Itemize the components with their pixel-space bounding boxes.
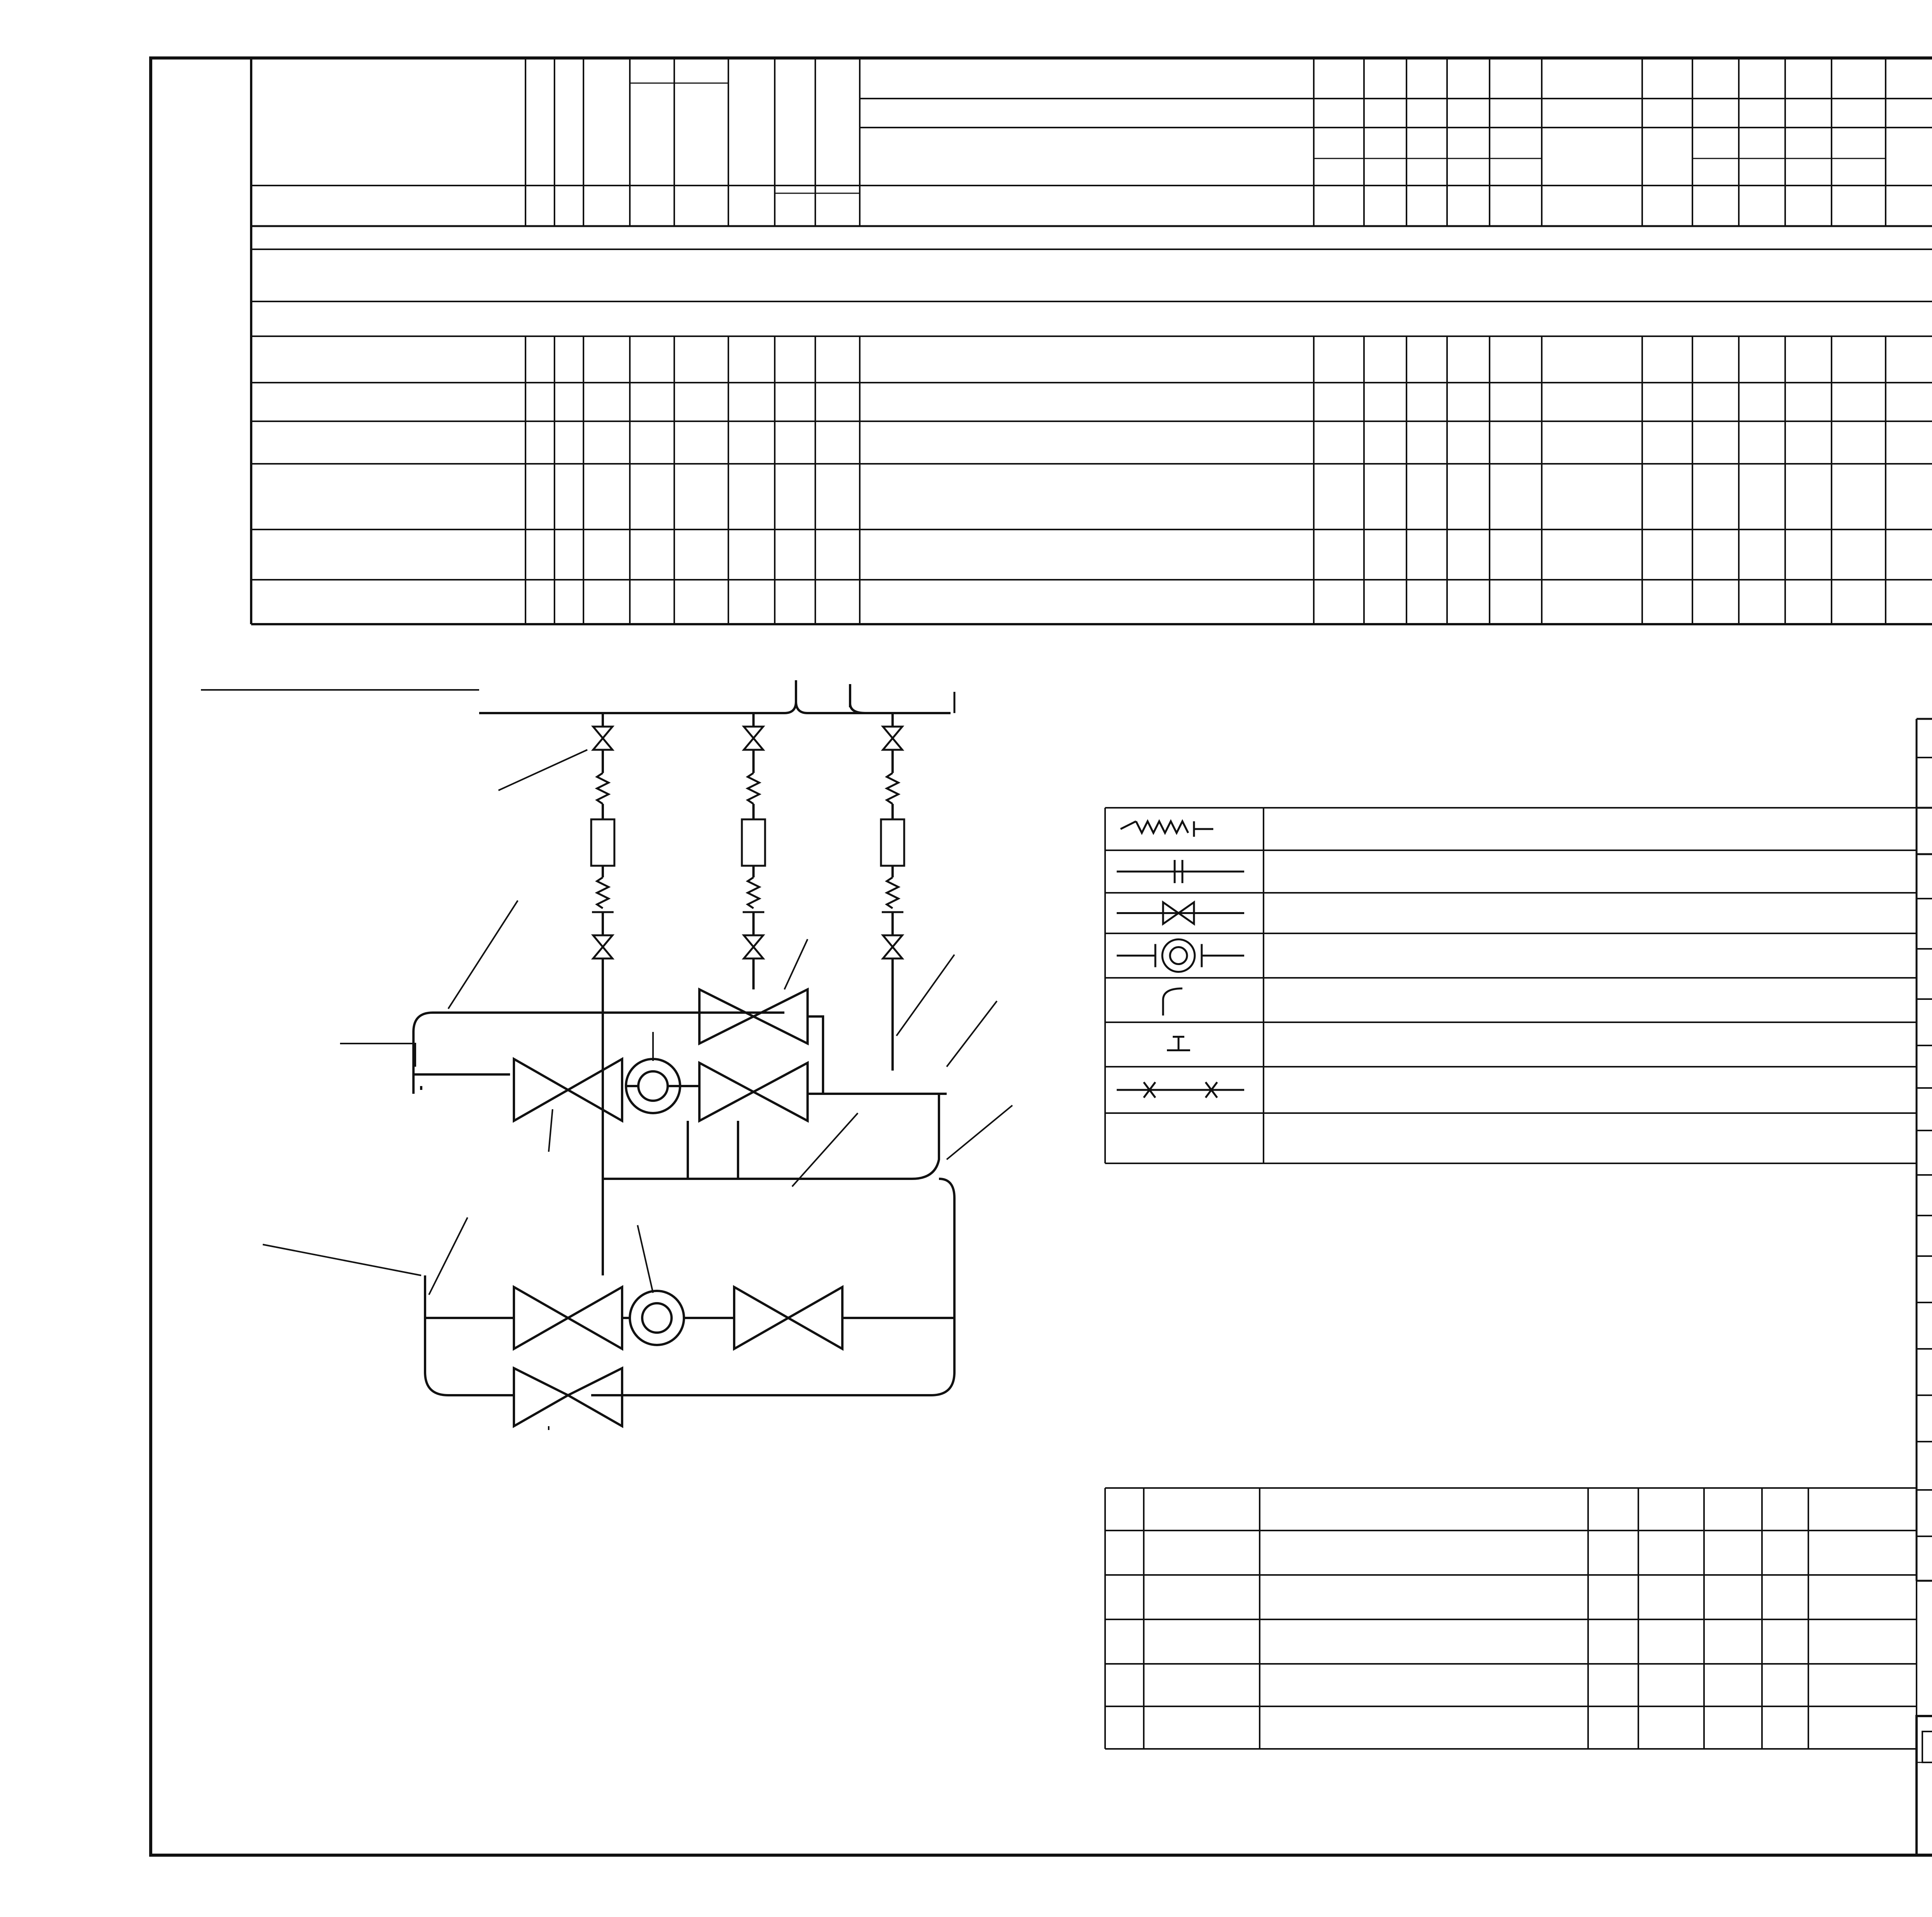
hose-icon (597, 773, 609, 804)
hose-symbol (1121, 821, 1136, 829)
branch-valve-icon (593, 727, 612, 750)
valve-13-right (753, 989, 808, 1044)
stamp-logo-box (1922, 1731, 1932, 1762)
right-bypass (808, 1016, 823, 1094)
valve-8-left (699, 1063, 753, 1121)
meter-symbol (1162, 940, 1195, 972)
flex-coupling (591, 819, 614, 866)
branch-valve-icon (744, 727, 763, 750)
return-pipe-right (850, 703, 866, 713)
valve-13-left (699, 989, 753, 1044)
valve-12-left (514, 1368, 568, 1426)
hose-symbol (1136, 821, 1188, 833)
lower-right (591, 1179, 954, 1395)
leader (429, 1217, 468, 1295)
leader (947, 1105, 1012, 1159)
leader (263, 1245, 421, 1275)
hose-icon (597, 877, 609, 908)
water-meter-11-inner (642, 1303, 672, 1333)
flex-coupling (742, 819, 765, 866)
return-pipe-left (479, 680, 796, 713)
branch-valve-icon (744, 935, 763, 958)
hose-icon (887, 877, 898, 908)
hose-icon (748, 773, 759, 804)
valve-7-left (514, 1059, 568, 1121)
stamp-frame (1917, 1716, 1932, 1855)
leader (498, 750, 587, 790)
lower-left-loop (425, 1318, 514, 1395)
leader (448, 901, 518, 1009)
branch-valve-icon (883, 727, 902, 750)
valve-8-right (753, 1063, 808, 1121)
valve-7b-left (514, 1287, 568, 1349)
upper-left-pipe (413, 1071, 510, 1094)
valve-12-right (568, 1368, 622, 1426)
valve-b-left (734, 1287, 788, 1349)
water-meter-11 (630, 1291, 684, 1345)
return-pipe-top (796, 701, 951, 713)
valve-7b-right (568, 1287, 622, 1349)
hose-icon (887, 773, 898, 804)
elbow-symbol (1163, 989, 1182, 1016)
leader (638, 1225, 653, 1293)
branch-valve-icon (883, 935, 902, 958)
loop-right (912, 1094, 939, 1179)
loop-upper-top (413, 1013, 603, 1094)
water-meter-10-inner (638, 1071, 668, 1101)
flex-coupling (881, 819, 904, 866)
leader (947, 1001, 997, 1067)
leader (549, 1109, 553, 1152)
leader (784, 939, 808, 989)
valve-7-right (568, 1059, 622, 1121)
leader (340, 1044, 415, 1067)
hose-icon (748, 877, 759, 908)
branch-valve-icon (593, 935, 612, 958)
meter-symbol (1170, 947, 1187, 964)
valve-b-right (788, 1287, 842, 1349)
leader (792, 1113, 858, 1187)
outer-frame (151, 58, 1932, 1855)
leader (896, 955, 954, 1036)
